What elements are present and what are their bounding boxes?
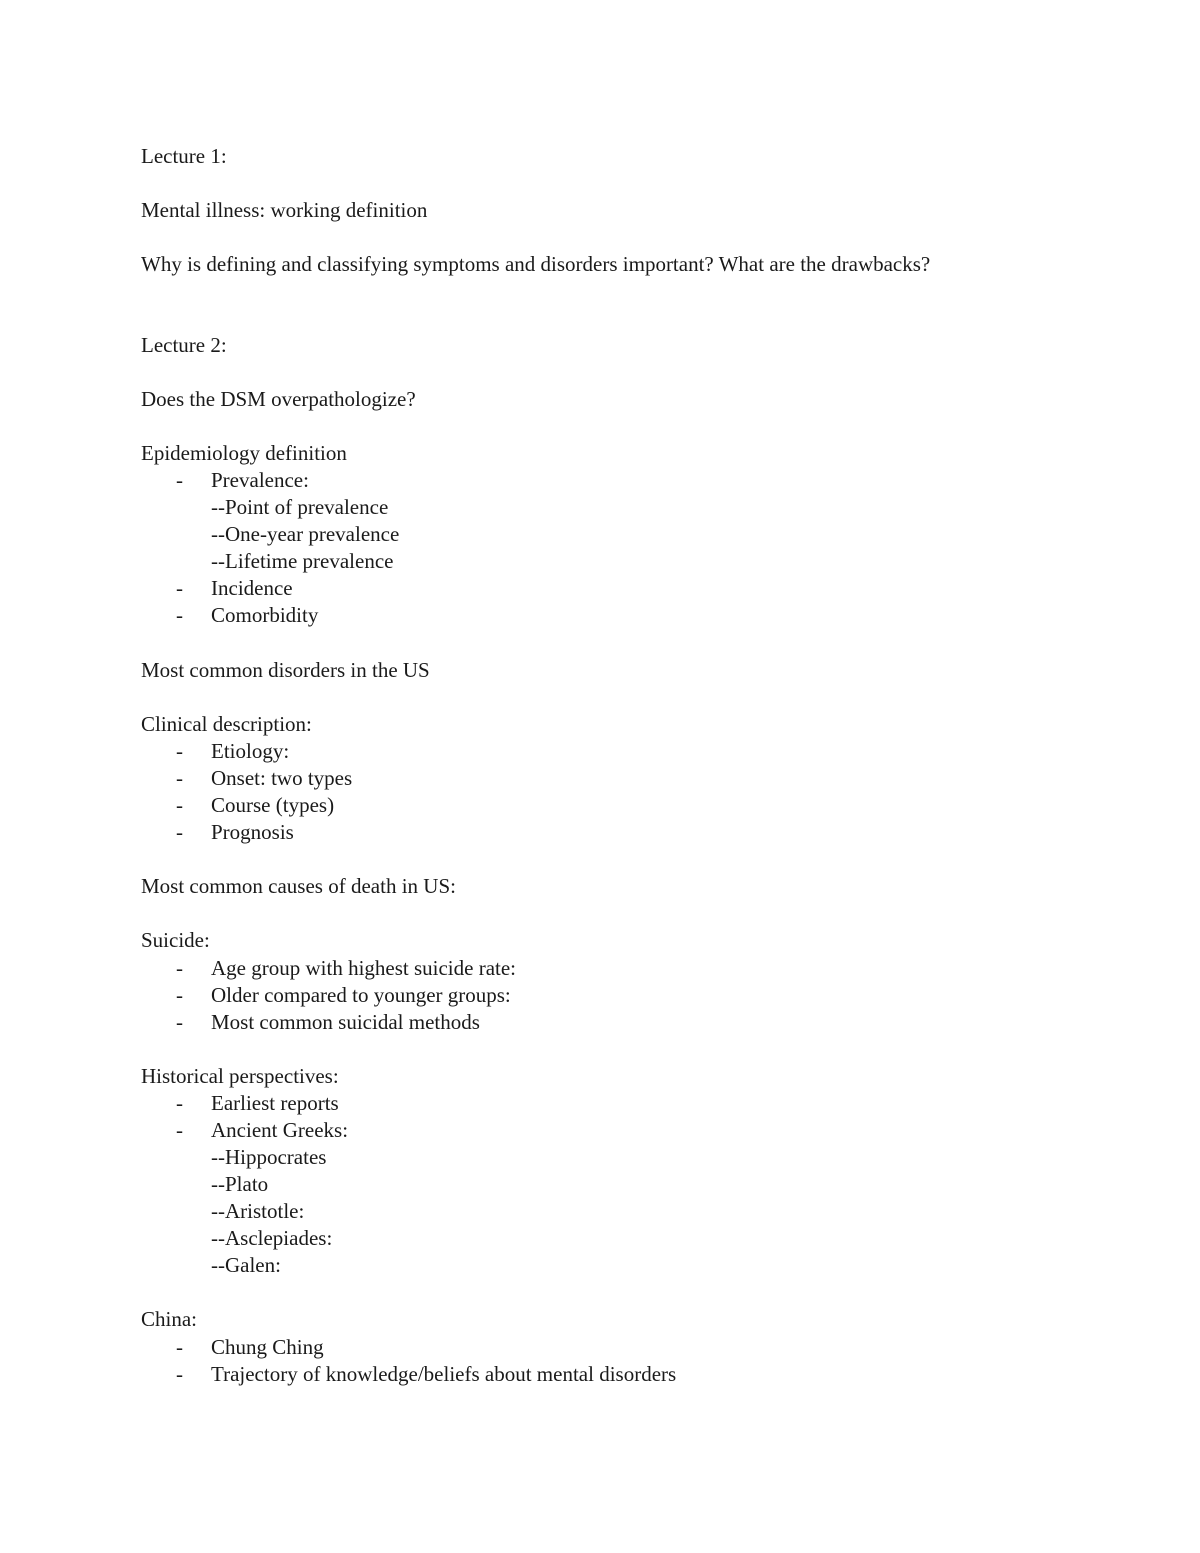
list-item [176,1009,480,1036]
clinical-heading: Clinical description: [141,712,312,736]
prevalence-item: Prevalence: [211,468,309,492]
dash-marker: - [176,766,183,790]
epidemiology-heading: Epidemiology definition [141,441,347,465]
sub-item: --One-year prevalence [211,522,400,546]
list-item [176,819,294,846]
dash-marker: - [176,603,183,627]
list-item [176,738,289,765]
suicide-item: Age group with highest suicide rate: [211,956,517,980]
list-item [176,467,309,494]
dash-marker: - [176,1118,183,1142]
dash-marker: - [176,1335,183,1359]
earliest-reports-item: Earliest reports [211,1091,339,1115]
list-item [176,1090,339,1117]
incidence-item: Incidence [211,576,293,600]
dash-marker: - [176,956,183,980]
list-item [176,982,511,1009]
lecture-1-heading: Lecture 1: [141,144,227,168]
list-item [176,602,318,629]
dash-marker: - [176,468,183,492]
clinical-item: Course (types) [211,793,335,817]
sub-item: --Point of prevalence [211,495,389,519]
dash-marker: - [176,1362,183,1386]
sub-item: --Hippocrates [211,1145,327,1169]
china-item: Trajectory of knowledge/beliefs about mental disorders [211,1362,677,1386]
list-item [176,1334,324,1361]
china-heading: China: [141,1307,197,1331]
sub-item: --Plato [211,1172,269,1196]
clinical-item: Etiology: [211,739,290,763]
sub-item: --Lifetime prevalence [211,549,394,573]
dsm-question: Does the DSM overpathologize? [141,387,416,411]
dash-marker: - [176,1010,183,1034]
list-item [176,575,293,602]
dash-marker: - [176,739,183,763]
list-item [176,1117,348,1144]
dash-marker: - [176,983,183,1007]
list-item [176,792,334,819]
dash-marker: - [176,793,183,817]
ancient-greeks-item: Ancient Greeks: [211,1118,349,1142]
historical-heading: Historical perspectives: [141,1064,339,1088]
comorbidity-item: Comorbidity [211,603,319,627]
suicide-item: Older compared to younger groups: [211,983,511,1007]
common-disorders-line: Most common disorders in the US [141,658,430,682]
china-item: Chung Ching [211,1335,324,1359]
clinical-item: Prognosis [211,820,294,844]
sub-item: --Asclepiades: [211,1226,333,1250]
sub-item: --Galen: [211,1253,281,1277]
sub-item: --Aristotle: [211,1199,305,1223]
dash-marker: - [176,1091,183,1115]
suicide-item: Most common suicidal methods [211,1010,480,1034]
mental-illness-line: Mental illness: working definition [141,198,428,222]
clinical-item: Onset: two types [211,766,353,790]
lecture-2-heading: Lecture 2: [141,333,227,357]
suicide-heading: Suicide: [141,928,210,952]
classification-question: Why is defining and classifying symptoms and disorders important? What are the drawbacks? [141,252,931,276]
dash-marker: - [176,820,183,844]
list-item [176,1361,676,1388]
list-item [176,955,516,982]
causes-of-death-line: Most common causes of death in US: [141,874,456,898]
list-item [176,765,352,792]
dash-marker: - [176,576,183,600]
